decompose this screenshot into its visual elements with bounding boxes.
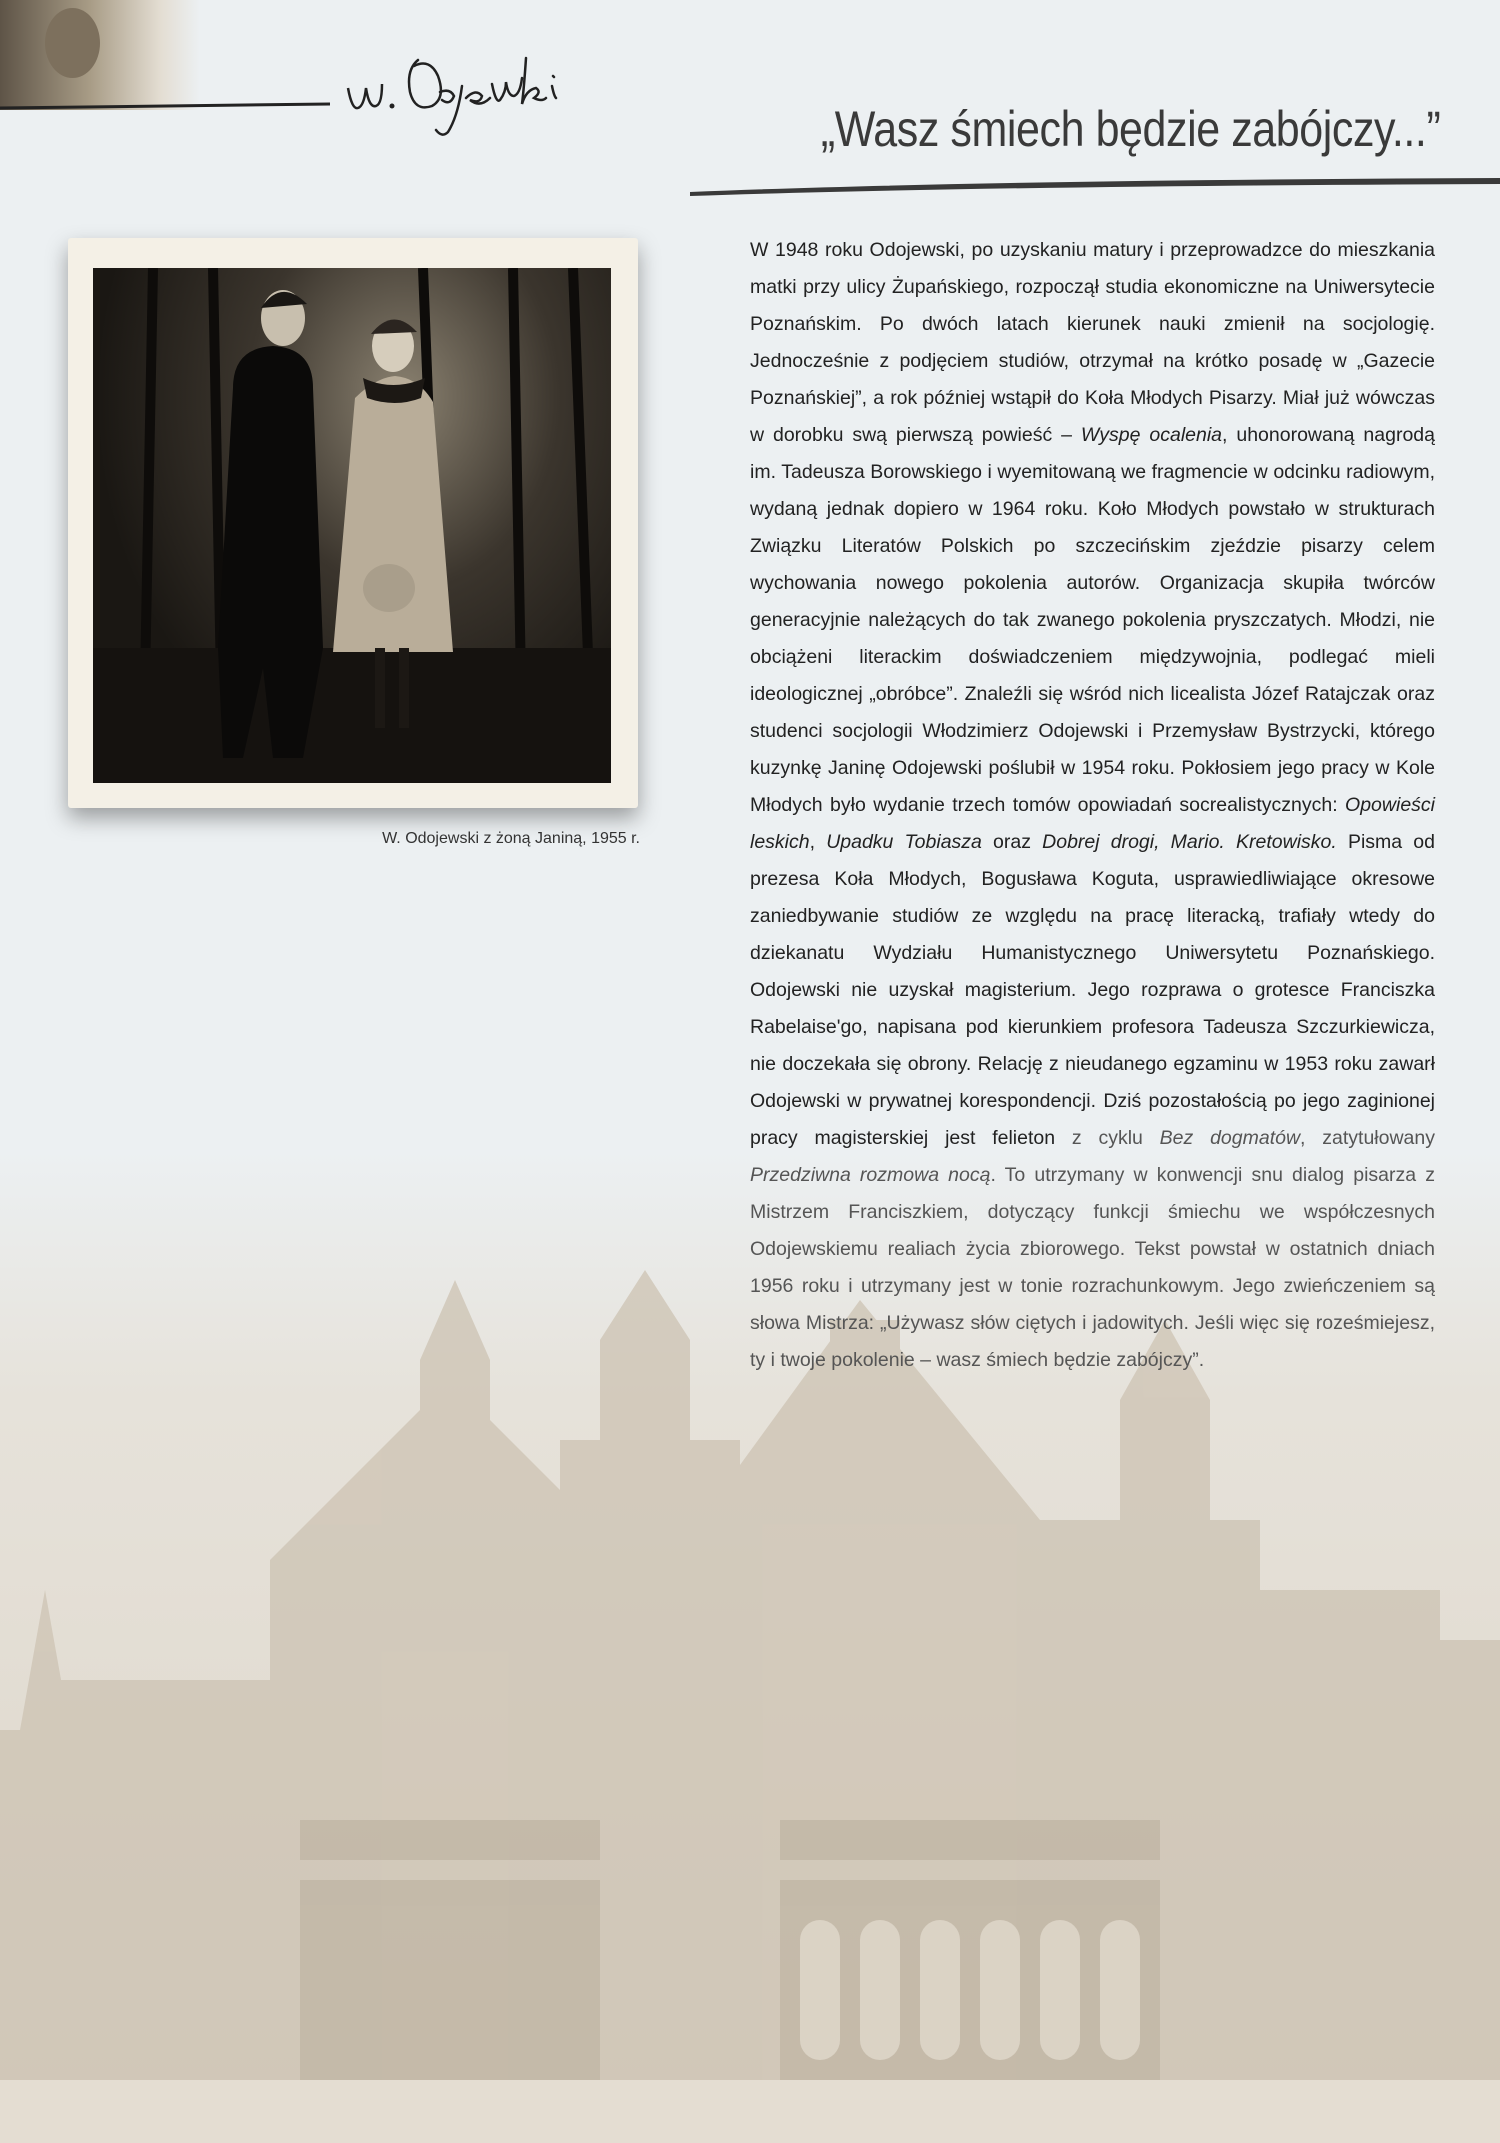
body-text-segment: W 1948 roku Odojewski, po uzyskaniu matury i przeprowadzce do mieszkania matki przy ulicy Żupańskiego, rozpoczął studia ekonomiczne na Uniwersytecie Poznańskim. Po dwóch latach kierunek nauki zmienił na socjologię. Jednocześnie z podjęciem studiów, otrzymał na krótko posadę w „Gazecie Poznańskiej”, a rok później wstąpił do Koła Młodych Pisarzy. Miał już wówczas w dorobku swą pierwszą powieść – bbox=[750, 239, 1435, 446]
author-signature-image bbox=[0, 40, 600, 140]
body-text-segment: Pisma od prezesa Koła Młodych, Bogusława Koguta, usprawiedliwiające okresowe zaniedbywanie studiów ze względu na pracę literacką, trafiały wtedy do dziekanatu Wydziału Humanistycznego Uniwersytetu Poznańskiego. Odojewski nie uzyskał magisterium. Jego rozprawa o grotesce Franciszka Rabelaise'go, napisana pod kierunkiem profesora Tadeusza Szczurkiewicza, nie doczekała się obrony. Relację z nieudanego egzaminu w 1953 roku zawarł Odojewski w prywatnej korespondencji. Dziś pozostałością po jego zaginionej pracy magisterskiej jest felieton bbox=[750, 831, 1435, 1149]
photo-frame bbox=[68, 238, 638, 808]
body-text-segment: oraz bbox=[981, 831, 1043, 853]
body-text-segment: , bbox=[809, 831, 827, 853]
book-title-italic: Bez dogmatów bbox=[1159, 1127, 1301, 1149]
photo-scene bbox=[93, 268, 611, 783]
photo-caption: W. Odojewski z żoną Janiną, 1955 r. bbox=[382, 830, 640, 847]
book-title-italic: Upadku Tobiasza bbox=[826, 831, 982, 853]
body-text-segment: , zatytułowany bbox=[1300, 1127, 1435, 1149]
book-title-italic: Przedziwna rozmowa nocą bbox=[750, 1164, 991, 1186]
article-body bbox=[750, 232, 1435, 1379]
background-building-image bbox=[0, 1260, 1500, 2143]
body-text-segment: , uhonorowaną nagrodą im. Tadeusza Borowskiego i wyemitowaną we fragmencie w odcinku radiowym, wydaną jednak dopiero w 1964 roku. Koło Młodych powstało w strukturach Związku Literatów Polskich po szczecińskim zjeździe pisarzy celem wychowania nowego pokolenia autorów. Organizacja skupiła twórców generacyjnie należących do tak zwanego pokolenia pryszczatych. Młodzi, nie obciążeni literackim doświadczeniem międzywojnia, podlegać mieli ideologicznej „obróbce”. Znaleźli się wśród nich licealista Józef Ratajczak oraz studenci socjologii Włodzimierz Odojewski i Przemysław Bystrzycki, którego kuzynkę Janinę Odojewski poślubił w 1954 roku. Pokłosiem jego pracy w Kole Młodych było wydanie trzech tomów opowiadań socrealistycznych: bbox=[750, 424, 1435, 816]
body-text-segment: z cyklu bbox=[1071, 1127, 1160, 1149]
page-title: „Wasz śmiech będzie zabójczy...” bbox=[820, 101, 1440, 157]
book-title-italic: Opowieści leskich bbox=[750, 794, 1435, 853]
book-title-italic: Wyspę ocalenia bbox=[1080, 424, 1223, 446]
book-title-italic: Dobrej drogi, Mario. Kretowisko. bbox=[1042, 831, 1337, 853]
title-underline bbox=[680, 170, 1500, 200]
body-text-segment: . To utrzymany w konwencji snu dialog pisarza z Mistrzem Franciszkiem, dotyczący funkcji śmiechu we współczesnych Odojewskiemu realiach życia zbiorowego. Tekst powstał w ostatnich dniach 1956 roku i utrzymany jest w tonie rozrachunkowym. Jego zwieńczeniem są słowa Mistrza: „Używasz słów ciętych i jadowitych. Jeśli więc się roześmiejesz, ty i twoje pokolenie – wasz śmiech będzie zabójczy”. bbox=[750, 1164, 1435, 1371]
historical-photo-couple bbox=[93, 268, 611, 783]
